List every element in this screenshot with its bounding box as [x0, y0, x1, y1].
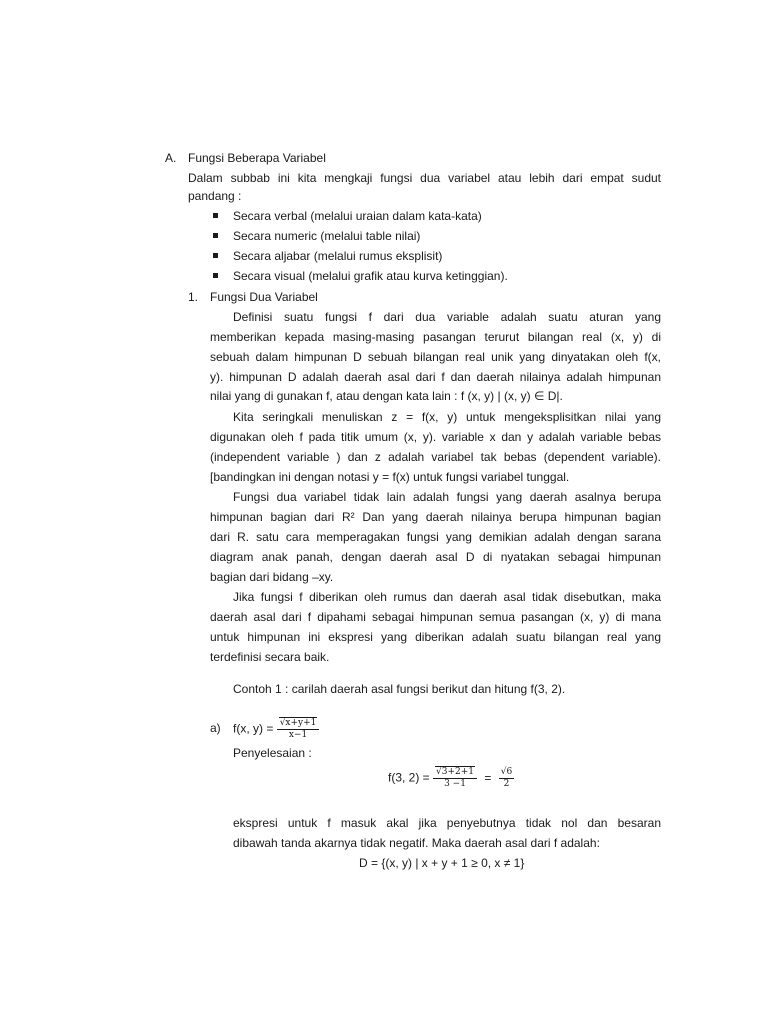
subsection-marker: 1. — [188, 290, 199, 304]
paragraph-line: memberikan kepada masing-masing pasangan terurut bilangan real (x, y) di — [210, 330, 661, 344]
function-lhs: f(x, y) = — [233, 721, 274, 736]
bullet-text: Secara numeric (melalui table nilai) — [233, 229, 421, 243]
eval-numerator: √3+2+1 — [436, 767, 475, 777]
paragraph-line: terdefinisi secara baik. — [210, 650, 330, 664]
eval-equals: = — [484, 770, 492, 785]
bullet-marker — [213, 273, 218, 278]
evaluation-equation — [388, 767, 514, 790]
paragraph-line: Jika fungsi f diberikan oleh rumus dan daerah asal tidak disebutkan, maka — [233, 590, 661, 604]
bullet-marker — [213, 253, 218, 258]
paragraph-line: (independent variable ) dan z adalah variabel tak bebas (dependent variable). — [210, 450, 661, 464]
intro-line: Dalam subbab ini kita mengkaji fungsi dua variabel atau lebih dari empat sudut — [188, 171, 661, 185]
eval-result-denominator: 2 — [503, 779, 510, 789]
function-fraction — [277, 718, 320, 741]
paragraph-line: untuk himpunan ini ekspresi yang diberikan adalah suatu bilangan real yang — [210, 630, 661, 644]
paragraph-line: Kita seringkali menuliskan z = f(x, y) untuk mengeksplisitkan nilai yang — [233, 410, 661, 424]
eval-denominator: 3 −1 — [444, 779, 466, 789]
intro-line: pandang : — [188, 189, 242, 203]
paragraph-line: himpunan bagian dari R² Dan yang daerah nilainya berupa himpunan bagian — [210, 510, 661, 524]
paragraph-line: diagram anak panah, dengan daerah asal D di nyatakan sebagai himpunan — [210, 550, 661, 564]
bullet-marker — [213, 233, 218, 238]
paragraph-line: Fungsi dua variabel tidak lain adalah fungsi yang daerah asalnya berupa — [233, 490, 661, 504]
paragraph-line: y). himpunan D adalah daerah asal dari f dan daerah nilainya adalah himpunan — [210, 370, 661, 384]
paragraph-line: daerah asal dari f dipahami sebagai himpunan semua pasangan (x, y) di mana — [210, 610, 661, 624]
conclusion-line: dibawah tanda akarnya tidak negatif. Maka daerah asal dari f adalah: — [233, 836, 600, 850]
bullet-text: Secara verbal (melalui uraian dalam kata-kata) — [233, 209, 482, 223]
solution-label: Penyelesaian : — [233, 746, 312, 760]
eval-fraction — [433, 767, 477, 790]
domain-set: D = {(x, y) | x + y + 1 ≥ 0, x ≠ 1} — [359, 856, 525, 870]
paragraph-line: dari R. satu cara memperagakan fungsi yang demikian adalah dengan sarana — [210, 530, 661, 544]
bullet-marker — [213, 213, 218, 218]
paragraph-line: bagian dari bidang –xy. — [210, 570, 334, 584]
section-marker: A. — [165, 151, 177, 165]
example-heading: Contoh 1 : carilah daerah asal fungsi berikut dan hitung f(3, 2). — [233, 682, 566, 696]
function-denominator: x−1 — [288, 730, 308, 740]
section-title: Fungsi Beberapa Variabel — [188, 151, 326, 165]
function-numerator: √x+y+1 — [279, 718, 317, 728]
eval-result-numerator: √6 — [500, 767, 513, 777]
subsection-title: Fungsi Dua Variabel — [210, 290, 318, 304]
eval-lhs: f(3, 2) = — [388, 770, 430, 785]
eval-result-fraction — [499, 767, 514, 790]
conclusion-line: ekspresi untuk f masuk akal jika penyebutnya tidak nol dan besaran — [233, 816, 661, 830]
bullet-text: Secara visual (melalui grafik atau kurva ketinggian). — [233, 269, 508, 283]
paragraph-line: sebuah dalam himpunan D sebuah bilangan real unik yang dinyatakan oleh f(x, — [210, 350, 661, 364]
bullet-text: Secara aljabar (melalui rumus eksplisit) — [233, 249, 443, 263]
paragraph-line: digunakan oleh f pada titik umum (x, y). variable x dan y adalah variable bebas — [210, 430, 661, 444]
function-definition — [233, 718, 319, 741]
item-marker: a) — [210, 721, 221, 735]
paragraph-line: [bandingkan ini dengan notasi y = f(x) untuk fungsi variabel tunggal. — [210, 470, 570, 484]
paragraph-line: Definisi suatu fungsi f dari dua variable adalah suatu aturan yang — [233, 310, 661, 324]
paragraph-line: nilai yang di gunakan f, atau dengan kata lain : f (x, y) | (x, y) ∈ D|. — [210, 389, 563, 403]
